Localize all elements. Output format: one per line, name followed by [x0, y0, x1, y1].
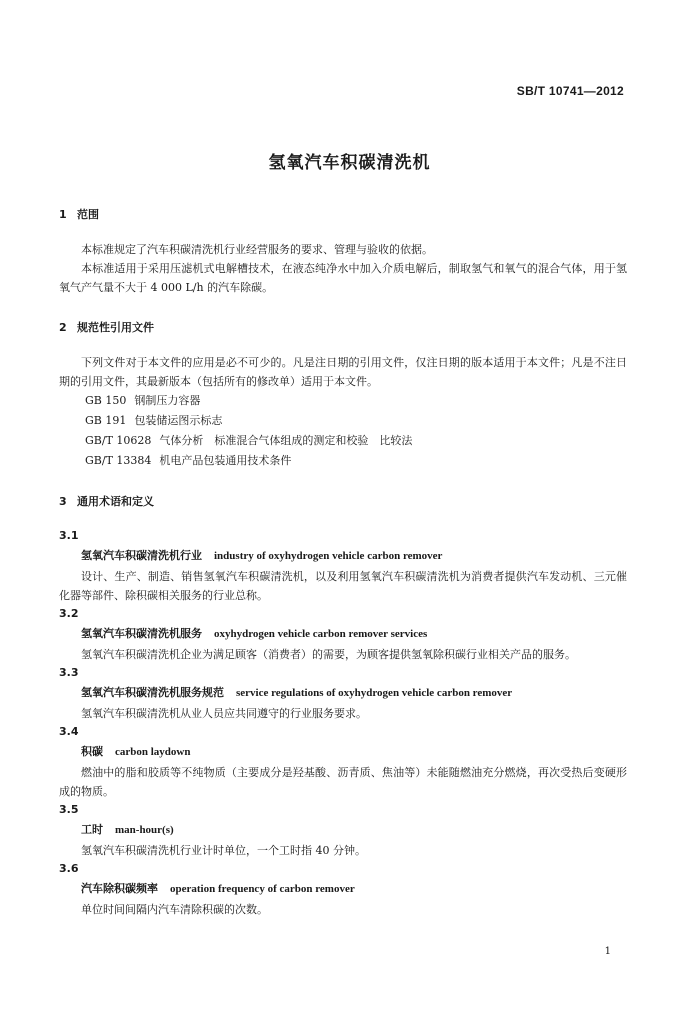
reference-item [85, 451, 627, 471]
term-definition: 燃油中的脂和胶质等不纯物质（主要成分是羟基酸、沥青质、焦油等）未能随燃油充分燃烧，再次受热后变硬形成的物质。 [59, 766, 627, 798]
term-name [81, 819, 627, 841]
term-name-en: operation frequency of carbon remover [170, 883, 355, 895]
reference-title: 机电产品包装通用技术条件 [159, 454, 292, 467]
document-title: 氢氧汽车积碳清洗机 [268, 153, 431, 173]
term-number: 3.6 [59, 862, 79, 875]
term-number: 3.2 [59, 607, 79, 620]
section-heading-terms [59, 493, 627, 509]
term-name [81, 878, 627, 900]
term-name [81, 741, 627, 763]
term-name-en: service regulations of oxyhydrogen vehicle carbon remover [236, 687, 513, 699]
normative-refs-intro: 下列文件对于本文件的应用是必不可少的。凡是注日期的引用文件，仅注日期的版本适用于本文件；凡是不注日期的引用文件，其最新版本（包括所有的修改单）适用于本文件。 [59, 356, 627, 388]
section-number: 2 [59, 321, 67, 334]
term-definition: 氢氧汽车积碳清洗机企业为满足顾客（消费者）的需要，为顾客提供氢氧除积碳行业相关产品的服务。 [81, 648, 576, 661]
reference-code: GB/T 13384 [85, 454, 152, 467]
term-name-en: oxyhydrogen vehicle carbon remover services [214, 628, 428, 640]
term-number: 3.4 [59, 725, 79, 738]
term-name-cn: 氢氧汽车积碳清洗机行业 [81, 549, 202, 562]
reference-item [85, 431, 627, 451]
section-heading-normative-refs [59, 319, 627, 335]
term-definition: 单位时间间隔内汽车清除积碳的次数。 [81, 903, 268, 916]
section-heading-scope [59, 206, 627, 222]
reference-code: GB 150 [85, 394, 127, 407]
term-definition: 氢氧汽车积碳清洗机从业人员应共同遵守的行业服务要求。 [81, 707, 367, 720]
reference-list [85, 391, 627, 471]
section-title: 范围 [77, 208, 99, 221]
term-definition: 氢氧汽车积碳清洗机行业计时单位，一个工时指 40 分钟。 [81, 844, 366, 857]
term-number: 3.1 [59, 529, 79, 542]
reference-code: GB/T 10628 [85, 434, 152, 447]
page-number: 1 [604, 946, 611, 957]
reference-item [85, 411, 627, 431]
section-number: 3 [59, 495, 67, 508]
term-entry [59, 664, 627, 723]
term-definition: 设计、生产、制造、销售氢氧汽车积碳清洗机，以及利用氢氧汽车积碳清洗机为消费者提供汽车发动机、三元催化器等部件、除积碳相关服务的行业总称。 [59, 570, 627, 602]
term-name-cn: 氢氧汽车积碳清洗机服务规范 [81, 686, 224, 699]
term-name-cn: 汽车除积碳频率 [81, 882, 158, 895]
term-name [81, 682, 627, 704]
term-name-cn: 氢氧汽车积碳清洗机服务 [81, 627, 202, 640]
term-entry [59, 723, 627, 801]
term-entry [59, 605, 627, 664]
section-title: 通用术语和定义 [77, 495, 154, 508]
term-name [81, 545, 627, 567]
reference-code: GB 191 [85, 414, 127, 427]
term-name-en: industry of oxyhydrogen vehicle carbon remover [214, 550, 443, 562]
reference-item [85, 391, 627, 411]
term-entry [59, 801, 627, 860]
term-entry [59, 527, 627, 605]
section-number: 1 [59, 208, 67, 221]
term-name-en: carbon laydown [115, 746, 191, 758]
term-number: 3.3 [59, 666, 79, 679]
document-body [59, 206, 627, 919]
reference-title: 钢制压力容器 [134, 394, 201, 407]
scope-paragraph-1: 本标准规定了汽车积碳清洗机行业经营服务的要求、管理与验收的依据。 [81, 243, 433, 256]
scope-paragraph-2: 本标准适用于采用压滤机式电解槽技术，在液态纯净水中加入介质电解后，制取氢气和氧气的混合气体，用于氢氧气产气量不大于 4 000 L/h 的汽车除碳。 [59, 262, 627, 294]
reference-title: 气体分析 标准混合气体组成的测定和校验 比较法 [159, 434, 413, 447]
term-name [81, 623, 627, 645]
term-number: 3.5 [59, 803, 79, 816]
term-name-en: man-hour(s) [115, 824, 174, 836]
reference-title: 包装储运图示标志 [134, 414, 223, 427]
term-name-cn: 工时 [81, 823, 103, 836]
section-title: 规范性引用文件 [77, 321, 154, 334]
standard-code: SB/T 10741—2012 [516, 84, 624, 98]
term-name-cn: 积碳 [81, 745, 103, 758]
term-entry [59, 860, 627, 919]
